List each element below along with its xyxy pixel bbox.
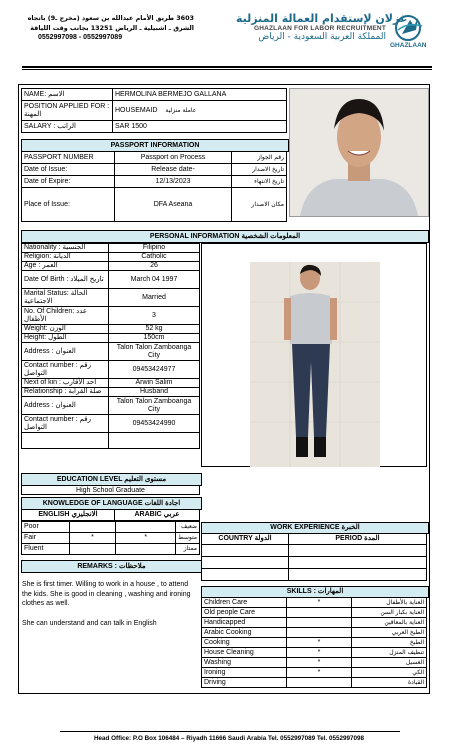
- arabic-column-header: ARABIC عربي: [115, 510, 200, 521]
- position-label: POSITION APPLIED FOR : المهنة: [22, 101, 113, 121]
- expire-date-label-ar: تاريخ الانتهاء: [232, 176, 287, 188]
- skill-label: Washing: [202, 658, 287, 668]
- religion-label: Religion: الديانة: [22, 253, 109, 262]
- skill-label-ar: الطبخ العربي: [352, 628, 427, 638]
- passport-number-label: PASSPORT NUMBER: [22, 152, 115, 164]
- skill-mark: *: [287, 648, 352, 658]
- period-column-header: PERIOD المدة: [289, 534, 427, 545]
- salary-label: SALARY : الراتب: [22, 121, 113, 133]
- skill-label: Driving: [202, 678, 287, 688]
- skill-label-ar: القيادة: [352, 678, 427, 688]
- skill-label-ar: العناية بالمعاقين: [352, 618, 427, 628]
- work-row-country: [202, 557, 289, 569]
- next-of-kin-value: Arwin Salim: [109, 379, 200, 388]
- company-logo: [388, 12, 436, 52]
- skill-mark: *: [287, 638, 352, 648]
- footer-divider: [60, 731, 400, 732]
- weight-value: 52 kg: [109, 325, 200, 334]
- position-value: HOUSEMAID: [115, 106, 158, 114]
- header-divider-thin: [22, 69, 432, 70]
- language-levels-table: [21, 521, 200, 555]
- fair-arabic-mark: *: [116, 533, 176, 544]
- address-line-1: 3603 طريق الأمام عبدالله بن سعود (مخرج ـ9) باتجاه: [27, 14, 194, 22]
- skill-mark: *: [287, 598, 352, 608]
- portrait-photo: [289, 88, 429, 217]
- religion-value: Catholic: [109, 253, 200, 262]
- work-row-country: [202, 545, 289, 557]
- skill-mark: [287, 618, 352, 628]
- issue-place-label-ar: مكان الاصدار: [232, 188, 287, 222]
- fluent-label: Fluent: [22, 544, 70, 555]
- remarks-paragraph-1: She is first timer. Willing to work in a house , to attend the kids. She is good in cleaning , washing and ironing clothes as well.: [22, 581, 191, 607]
- full-body-photo-cell: [201, 243, 427, 467]
- address-label: Address : العنوان: [22, 343, 109, 361]
- name-label: NAME: الاسم: [22, 89, 113, 101]
- skill-label-ar: الطبخ: [352, 638, 427, 648]
- dob-value: March 04 1997: [109, 271, 200, 289]
- work-row-period: [289, 545, 427, 557]
- personal-section-title: PERSONAL INFORMATION المعلومات الشخصية: [21, 230, 429, 243]
- skill-mark: *: [287, 668, 352, 678]
- position-cell: [113, 101, 287, 121]
- address-line-2: الشرق ـ اشبيلية ـ الرياض 13251 بجانب وقت اللياقة: [30, 23, 194, 32]
- skill-label-ar: الكي: [352, 668, 427, 678]
- poor-label: Poor: [22, 522, 70, 533]
- work-row-period: [289, 557, 427, 569]
- position-value-ar: عاملة منزلية: [165, 106, 197, 114]
- skill-label: Children Care: [202, 598, 287, 608]
- skill-label: Arabic Cooking: [202, 628, 287, 638]
- empty-cell: [109, 433, 200, 449]
- skill-label-ar: الغسيل: [352, 658, 427, 668]
- kin-contact-label: Contact number : رقم التواصل: [22, 415, 109, 433]
- english-column-header: ENGLISH الانجليزي: [22, 510, 115, 521]
- poor-english-mark: [69, 522, 116, 533]
- skill-label: Handicapped: [202, 618, 287, 628]
- skill-mark: [287, 628, 352, 638]
- poor-arabic-mark: [116, 522, 176, 533]
- fluent-arabic-mark: [116, 544, 176, 555]
- work-section-title: WORK EXPERIENCE الخبرة: [201, 522, 429, 534]
- skill-label: Cooking: [202, 638, 287, 648]
- nationality-value: Filipino: [109, 244, 200, 253]
- skill-label-ar: تنظيف المنزل: [352, 648, 427, 658]
- logo-mark-text: GHAZLAAN: [390, 42, 427, 49]
- children-label: No. Of Children: عدد الأطفال: [22, 307, 109, 325]
- issue-date-label-ar: تاريخ الاصدار: [232, 164, 287, 176]
- kin-address-value: Talon Talon Zamboanga City: [109, 397, 200, 415]
- skills-table: [201, 597, 427, 688]
- marital-status-label: Marital Status: الحالة الاجتماعية: [22, 289, 109, 307]
- skill-label: House Cleaning: [202, 648, 287, 658]
- company-name-ar: غزلان لإستقدام العمالة المنزلية: [236, 12, 408, 25]
- remarks-paragraph-2: She can understand and can talk in English: [22, 619, 157, 627]
- kin-address-label: Address : العنوان: [22, 397, 109, 415]
- poor-label-ar: ضعيف: [176, 522, 200, 533]
- skill-label-ar: العناية بالأطفال: [352, 598, 427, 608]
- work-table: [201, 533, 427, 581]
- footer-contact: Head Office: P.O Box 106484 – Riyadh 11666 Saudi Arabia Tel. 0552997089 Tel. 0552997098: [94, 735, 364, 742]
- empty-cell: [22, 433, 109, 449]
- relationship-value: Husband: [109, 388, 200, 397]
- skills-section-title: SKILLS : المهارات: [201, 586, 429, 598]
- relationship-label: Relationship : صلة القرابة: [22, 388, 109, 397]
- name-value: HERMOLINA BERMEJO GALLANA: [113, 89, 287, 101]
- work-row-country: [202, 569, 289, 581]
- passport-section-title: PASSPORT INFORMATION: [21, 139, 289, 152]
- fair-english-mark: *: [69, 533, 116, 544]
- language-table: [21, 509, 200, 521]
- office-phones: 0552997098 - 0552997089: [38, 34, 123, 41]
- salary-value: SAR 1500: [113, 121, 287, 133]
- expire-date-value: 12/13/2023: [115, 176, 232, 188]
- company-name: [236, 12, 408, 42]
- contact-label: Contact number : رقم التواصل: [22, 361, 109, 379]
- skill-mark: [287, 678, 352, 688]
- height-value: 150cm: [109, 334, 200, 343]
- fair-label-ar: متوسط: [176, 533, 200, 544]
- company-name-en: GHAZLAAN FOR LABOR RECRUITMENT: [253, 25, 386, 32]
- issue-place-label: Place of Issue:: [22, 188, 115, 222]
- remarks-section-title: REMARKS : ملاحظات: [21, 560, 202, 573]
- marital-status-value: Married: [109, 289, 200, 307]
- company-location-ar: المملكة العربية السعودية - الرياض: [258, 32, 386, 42]
- fair-label: Fair: [22, 533, 70, 544]
- age-label: Age : العمر: [22, 262, 109, 271]
- skill-label: Old people Care: [202, 608, 287, 618]
- education-section-title: EDUCATION LEVEL مستوى التعليم: [21, 473, 202, 486]
- fluent-label-ar: ممتاز: [176, 544, 200, 555]
- country-column-header: COUNTRY الدولة: [202, 534, 289, 545]
- kin-contact-value: 09453424990: [109, 415, 200, 433]
- height-label: Height: الطول: [22, 334, 109, 343]
- expire-date-label: Date of Expire:: [22, 176, 115, 188]
- issue-date-label: Date of Issue:: [22, 164, 115, 176]
- next-of-kin-label: Next of kin : احد الأقارب: [22, 379, 109, 388]
- header-divider: [22, 66, 432, 68]
- language-section-title: KNOWLEDGE OF LANGUAGE اجادة اللغات: [21, 497, 202, 510]
- skill-mark: *: [287, 658, 352, 668]
- issue-date-value: Release date-: [115, 164, 232, 176]
- contact-value: 09453424977: [109, 361, 200, 379]
- work-row-period: [289, 569, 427, 581]
- passport-number-value: Passport on Process: [115, 152, 232, 164]
- office-address: [24, 14, 194, 43]
- dob-label: Date Of Birth : تاريخ الميلاد: [22, 271, 109, 289]
- basic-info-table: [21, 88, 287, 133]
- passport-table: [21, 151, 287, 222]
- skill-mark: [287, 608, 352, 618]
- issue-place-value: DFA Aseana: [115, 188, 232, 222]
- skill-label-ar: العناية بكبار السن: [352, 608, 427, 618]
- weight-label: Weight: الوزن: [22, 325, 109, 334]
- passport-number-label-ar: رقم الجواز: [232, 152, 287, 164]
- children-value: 3: [109, 307, 200, 325]
- education-value: High School Graduate: [21, 485, 200, 495]
- nationality-label: Nationality : الجنسية: [22, 244, 109, 253]
- fluent-english-mark: [69, 544, 116, 555]
- age-value: 26: [109, 262, 200, 271]
- personal-table: [21, 243, 200, 449]
- remarks-text: [22, 580, 198, 628]
- full-body-photo: [250, 262, 380, 467]
- skill-label: Ironing: [202, 668, 287, 678]
- address-value: Talon Talon Zamboanga City: [109, 343, 200, 361]
